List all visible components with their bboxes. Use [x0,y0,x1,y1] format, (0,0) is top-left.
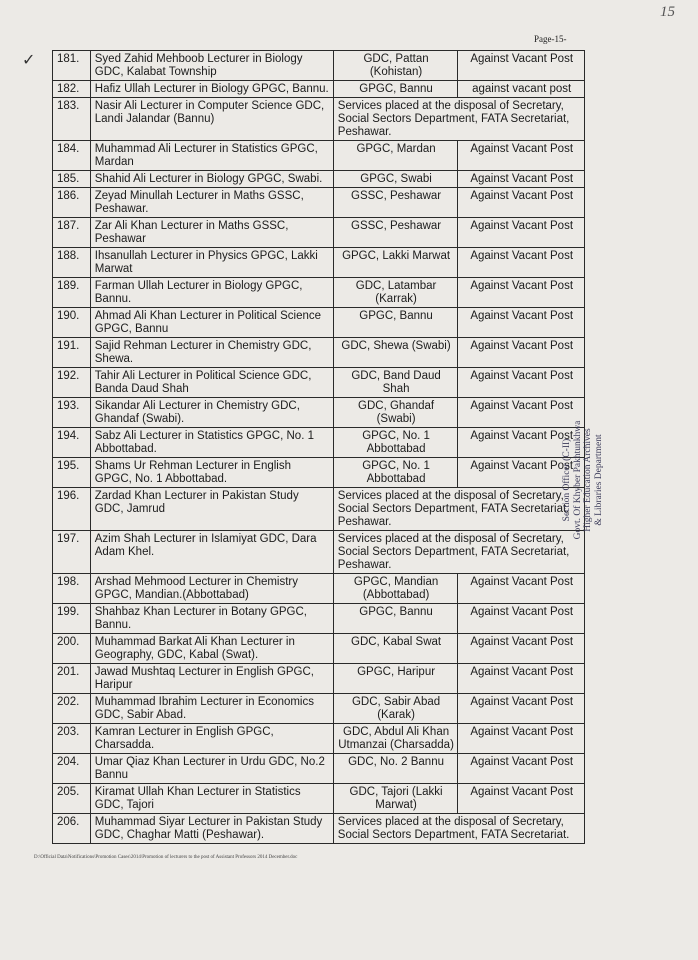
stamp-line-4: & Libraries Department [593,434,604,526]
table-row [53,81,585,98]
post-status: Against Vacant Post [458,368,585,398]
posting-table-body [53,51,585,844]
stamp-line-3: Higher Education Archives [583,428,593,532]
serial-number: 191. [53,338,91,368]
posting-place: GDC, Latambar (Karrak) [333,278,458,308]
table-row [53,98,585,141]
table-row [53,784,585,814]
disposal-note: Services placed at the disposal of Secretary, Social Sectors Department, FATA Secretariat, Peshawar. [333,98,584,141]
posting-place: GPGC, Lakki Marwat [333,248,458,278]
posting-place: GDC, Kabal Swat [333,634,458,664]
serial-number: 205. [53,784,91,814]
posting-place: GPGC, Swabi [333,171,458,188]
table-row [53,51,585,81]
posting-place: GDC, Sabir Abad (Karak) [333,694,458,724]
lecturer-description: Hafiz Ullah Lecturer in Biology GPGC, Bannu. [90,81,333,98]
posting-place: GPGC, Bannu [333,604,458,634]
table-row [53,218,585,248]
stamp-line-1: Section Officer (C-II) [562,438,572,522]
serial-number: 200. [53,634,91,664]
posting-place: GSSC, Peshawar [333,188,458,218]
lecturer-description: Shahbaz Khan Lecturer in Botany GPGC, Bannu. [90,604,333,634]
lecturer-description: Muhammad Ibrahim Lecturer in Economics GDC, Sabir Abad. [90,694,333,724]
table-row [53,398,585,428]
lecturer-description: Sajid Rehman Lecturer in Chemistry GDC, Shewa. [90,338,333,368]
posting-place: GPGC, No. 1 Abbottabad [333,458,458,488]
serial-number: 183. [53,98,91,141]
serial-number: 189. [53,278,91,308]
table-row [53,141,585,171]
post-status: Against Vacant Post [458,171,585,188]
post-status: Against Vacant Post [458,428,585,458]
posting-place: GDC, Shewa (Swabi) [333,338,458,368]
table-row [53,368,585,398]
lecturer-description: Sabz Ali Lecturer in Statistics GPGC, No. 1 Abbottabad. [90,428,333,458]
serial-number: 199. [53,604,91,634]
lecturer-description: Zardad Khan Lecturer in Pakistan Study GDC, Jamrud [90,488,333,531]
posting-place: GDC, Tajori (Lakki Marwat) [333,784,458,814]
serial-number: 181. [53,51,91,81]
posting-place: GDC, No. 2 Bannu [333,754,458,784]
disposal-note: Services placed at the disposal of Secretary, Social Sectors Department, FATA Secretariat, Peshawar. [333,488,584,531]
table-row [53,664,585,694]
post-status: Against Vacant Post [458,308,585,338]
table-row [53,338,585,368]
serial-number: 192. [53,368,91,398]
lecturer-description: Zeyad Minullah Lecturer in Maths GSSC, Peshawar. [90,188,333,218]
post-status: against vacant post [458,81,585,98]
table-row [53,754,585,784]
serial-number: 196. [53,488,91,531]
lecturer-description: Zar Ali Khan Lecturer in Maths GSSC, Peshawar [90,218,333,248]
post-status: Against Vacant Post [458,604,585,634]
post-status: Against Vacant Post [458,141,585,171]
table-row [53,308,585,338]
table-row [53,814,585,844]
table-row [53,488,585,531]
post-status: Against Vacant Post [458,664,585,694]
post-status: Against Vacant Post [458,188,585,218]
post-status: Against Vacant Post [458,574,585,604]
post-status: Against Vacant Post [458,338,585,368]
post-status: Against Vacant Post [458,724,585,754]
serial-number: 206. [53,814,91,844]
posting-place: GDC, Ghandaf (Swabi) [333,398,458,428]
table-row [53,458,585,488]
disposal-note: Services placed at the disposal of Secretary, Social Sectors Department, FATA Secretariat, Peshawar. [333,531,584,574]
table-row [53,574,585,604]
lecturer-description: Shahid Ali Lecturer in Biology GPGC, Swabi. [90,171,333,188]
table-row [53,604,585,634]
post-status: Against Vacant Post [458,248,585,278]
table-row [53,634,585,664]
post-status: Against Vacant Post [458,784,585,814]
tick-icon: ✓ [22,52,36,69]
lecturer-description: Muhammad Ali Lecturer in Statistics GPGC, Mardan [90,141,333,171]
posting-place: GPGC, Bannu [333,308,458,338]
serial-number: 187. [53,218,91,248]
post-status: Against Vacant Post [458,754,585,784]
post-status: Against Vacant Post [458,278,585,308]
posting-place: GPGC, Haripur [333,664,458,694]
serial-number: 188. [53,248,91,278]
posting-place: GDC, Pattan (Kohistan) [333,51,458,81]
serial-number: 190. [53,308,91,338]
lecturer-description: Ahmad Ali Khan Lecturer in Political Science GPGC, Bannu [90,308,333,338]
table-row [53,428,585,458]
lecturer-description: Sikandar Ali Lecturer in Chemistry GDC, Ghandaf (Swabi). [90,398,333,428]
table-row [53,694,585,724]
table-row [53,531,585,574]
posting-place: GDC, Abdul Ali Khan Utmanzai (Charsadda) [333,724,458,754]
post-status: Against Vacant Post [458,398,585,428]
serial-number: 195. [53,458,91,488]
post-status: Against Vacant Post [458,458,585,488]
table-row [53,278,585,308]
posting-place: GPGC, Mardan [333,141,458,171]
official-stamp [562,255,698,540]
lecturer-description: Tahir Ali Lecturer in Political Science GDC, Banda Daud Shah [90,368,333,398]
serial-number: 201. [53,664,91,694]
lecturer-description: Nasir Ali Lecturer in Computer Science GDC, Landi Jalandar (Bannu) [90,98,333,141]
lecturer-description: Azim Shah Lecturer in Islamiyat GDC, Dara Adam Khel. [90,531,333,574]
posting-place: GPGC, No. 1 Abbottabad [333,428,458,458]
page-corner-mark: 15 [660,4,675,20]
lecturer-description: Kamran Lecturer in English GPGC, Charsadda. [90,724,333,754]
lecturer-description: Syed Zahid Mehboob Lecturer in Biology GDC, Kalabat Township [90,51,333,81]
lecturer-description: Arshad Mehmood Lecturer in Chemistry GPGC, Mandian.(Abbottabad) [90,574,333,604]
lecturer-description: Farman Ullah Lecturer in Biology GPGC, Bannu. [90,278,333,308]
serial-number: 198. [53,574,91,604]
serial-number: 202. [53,694,91,724]
serial-number: 182. [53,81,91,98]
file-path-footer: D:\Official Data\Notifications\Promotion Cases\2014\Promotion of lecturers to the post of Assistant Professors 2014 December.doc [34,855,298,860]
lecturer-description: Kiramat Ullah Khan Lecturer in Statistics GDC, Tajori [90,784,333,814]
table-row [53,724,585,754]
table-row [53,188,585,218]
posting-place: GDC, Band Daud Shah [333,368,458,398]
post-status: Against Vacant Post [458,51,585,81]
lecturer-description: Umar Qiaz Khan Lecturer in Urdu GDC, No.2 Bannu [90,754,333,784]
serial-number: 194. [53,428,91,458]
posting-place: GSSC, Peshawar [333,218,458,248]
posting-place: GPGC, Bannu [333,81,458,98]
lecturer-description: Jawad Mushtaq Lecturer in English GPGC, Haripur [90,664,333,694]
disposal-note: Services placed at the disposal of Secretary, Social Sectors Department, FATA Secretariat. [333,814,584,844]
posting-place: GPGC, Mandian (Abbottabad) [333,574,458,604]
post-status: Against Vacant Post [458,218,585,248]
post-status: Against Vacant Post [458,694,585,724]
page-number: Page-15- [534,34,567,44]
lecturer-description: Shams Ur Rehman Lecturer in English GPGC, No. 1 Abbottabad. [90,458,333,488]
serial-number: 197. [53,531,91,574]
lecturer-description: Ihsanullah Lecturer in Physics GPGC, Lakki Marwat [90,248,333,278]
serial-number: 193. [53,398,91,428]
posting-table [52,50,585,844]
lecturer-description: Muhammad Siyar Lecturer in Pakistan Study GDC, Chaghar Matti (Peshawar). [90,814,333,844]
serial-number: 186. [53,188,91,218]
serial-number: 185. [53,171,91,188]
serial-number: 204. [53,754,91,784]
stamp-line-2: Govt. Of Khyber Pakhtunkhwa [572,420,583,540]
serial-number: 184. [53,141,91,171]
table-row [53,248,585,278]
table-row [53,171,585,188]
serial-number: 203. [53,724,91,754]
lecturer-description: Muhammad Barkat Ali Khan Lecturer in Geography, GDC, Kabal (Swat). [90,634,333,664]
post-status: Against Vacant Post [458,634,585,664]
